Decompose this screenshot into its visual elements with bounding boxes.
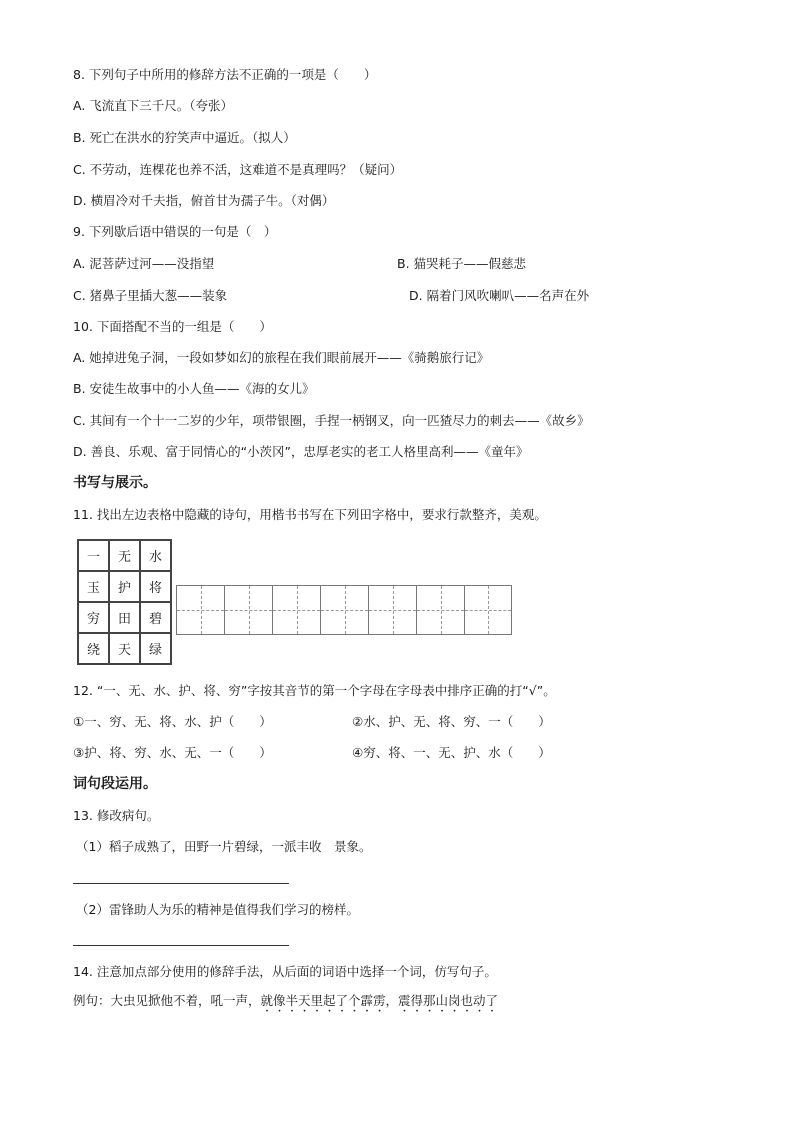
q12-option-3[interactable]: ③护、将、穷、水、无、一（ ）	[73, 745, 272, 760]
tianzige-box[interactable]	[320, 585, 368, 635]
tianzige-box[interactable]	[272, 585, 320, 635]
tianzige-box[interactable]	[368, 585, 416, 635]
tianzige-box[interactable]	[416, 585, 464, 635]
q9-stem: 9. 下列歇后语中错误的一句是（ ）	[73, 224, 277, 239]
poem-grid-cell: 水	[140, 540, 171, 571]
poem-grid-cell: 穷	[78, 602, 109, 633]
q14-example	[73, 993, 498, 1015]
section-heading-writing: 书写与展示。	[73, 475, 157, 491]
poem-grid-row	[78, 602, 171, 633]
q8-option-c: C. 不劳动，连棵花也养不活，这难道不是真理吗？（疑问）	[73, 162, 403, 177]
poem-grid-cell: 无	[109, 540, 140, 571]
q12-option-1[interactable]: ①一、穷、无、将、水、护（ ）	[73, 714, 272, 729]
q12-option-4[interactable]: ④穷、将、一、无、护、水（ ）	[352, 745, 551, 760]
poem-grid-row	[78, 633, 171, 664]
q8-option-d: D. 横眉冷对千夫指，俯首甘为孺子牛。（对偶）	[73, 193, 335, 208]
q10-option-d: D. 善良、乐观、富于同情心的“小茨冈”，忠厚老实的老工人格里高利——《童年》	[73, 444, 529, 459]
q9-option-c: C. 猪鼻子里插大葱——装象	[73, 288, 228, 303]
q14-example-emphasized: 就像半天里起了个霹雳，震得那山岗也动了	[260, 993, 499, 1008]
q13-answer-line-2[interactable]	[73, 945, 289, 946]
poem-grid-cell: 天	[109, 633, 140, 664]
tianzige-box[interactable]	[176, 585, 224, 635]
tianzige-box[interactable]	[224, 585, 272, 635]
q10-stem: 10. 下面搭配不当的一组是（ ）	[73, 319, 272, 334]
tianzige-guide-horizontal	[465, 610, 511, 611]
q9-option-a: A. 泥菩萨过河——没指望	[73, 256, 215, 271]
q13-stem: 13. 修改病句。	[73, 808, 160, 823]
q14-example-prefix: 例句：大虫见掀他不着，吼一声，	[73, 993, 261, 1008]
poem-grid-cell: 绕	[78, 633, 109, 664]
poem-grid-cell: 碧	[140, 602, 171, 633]
poem-grid-cell: 田	[109, 602, 140, 633]
section-heading-usage: 词句段运用。	[73, 776, 157, 792]
poem-grid-row	[78, 571, 171, 602]
q9-option-b: B. 猫哭耗子——假慈悲	[397, 256, 527, 271]
q14-stem: 14. 注意加点部分使用的修辞手法，从后面的词语中选择一个词，仿写句子。	[73, 964, 497, 979]
tianzige-guide-horizontal	[417, 610, 464, 611]
q10-option-c: C. 其间有一个十一二岁的少年，项带银圈，手捏一柄钢叉，向一匹猹尽力的刺去——《故乡》	[73, 413, 590, 428]
poem-grid-table	[77, 539, 172, 665]
q13-answer-line-1[interactable]	[73, 883, 289, 884]
q13-sentence-1: （1）稻子成熟了，田野一片碧绿，一派丰收 景象。	[76, 839, 372, 854]
q12-option-2[interactable]: ②水、护、无、将、穷、一（ ）	[352, 714, 551, 729]
poem-grid-cell: 护	[109, 571, 140, 602]
poem-grid-cell: 将	[140, 571, 171, 602]
q8-option-b: B. 死亡在洪水的狞笑声中逼近。（拟人）	[73, 130, 296, 145]
q11-stem: 11. 找出左边表格中隐藏的诗句，用楷书书写在下列田字格中，要求行款整齐，美观。	[73, 507, 547, 522]
tianzige-guide-horizontal	[321, 610, 368, 611]
q13-sentence-2: （2）雷锋助人为乐的精神是值得我们学习的榜样。	[76, 902, 359, 917]
poem-grid-cell: 玉	[78, 571, 109, 602]
q9-option-d: D. 隔着门风吹喇叭——名声在外	[409, 288, 590, 303]
tianzige-box[interactable]	[464, 585, 512, 635]
poem-grid-cell: 一	[78, 540, 109, 571]
q8-option-a: A. 飞流直下三千尺。（夸张）	[73, 98, 234, 113]
poem-grid-row	[78, 540, 171, 571]
tianzige-writing-grid[interactable]	[176, 585, 512, 637]
q8-stem: 8. 下列句子中所用的修辞方法不正确的一项是（ ）	[73, 67, 377, 82]
tianzige-guide-horizontal	[369, 610, 416, 611]
q10-option-b: B. 安徒生故事中的小人鱼——《海的女儿》	[73, 381, 315, 396]
q12-stem: 12. “一、无、水、护、将、穷”字按其音节的第一个字母在字母表中排序正确的打“√”。	[73, 683, 556, 698]
tianzige-guide-horizontal	[273, 610, 320, 611]
tianzige-guide-horizontal	[225, 610, 272, 611]
tianzige-guide-horizontal	[177, 610, 224, 611]
poem-grid-cell: 绿	[140, 633, 171, 664]
q10-option-a: A. 她掉进兔子洞，一段如梦如幻的旅程在我们眼前展开——《骑鹅旅行记》	[73, 350, 490, 365]
